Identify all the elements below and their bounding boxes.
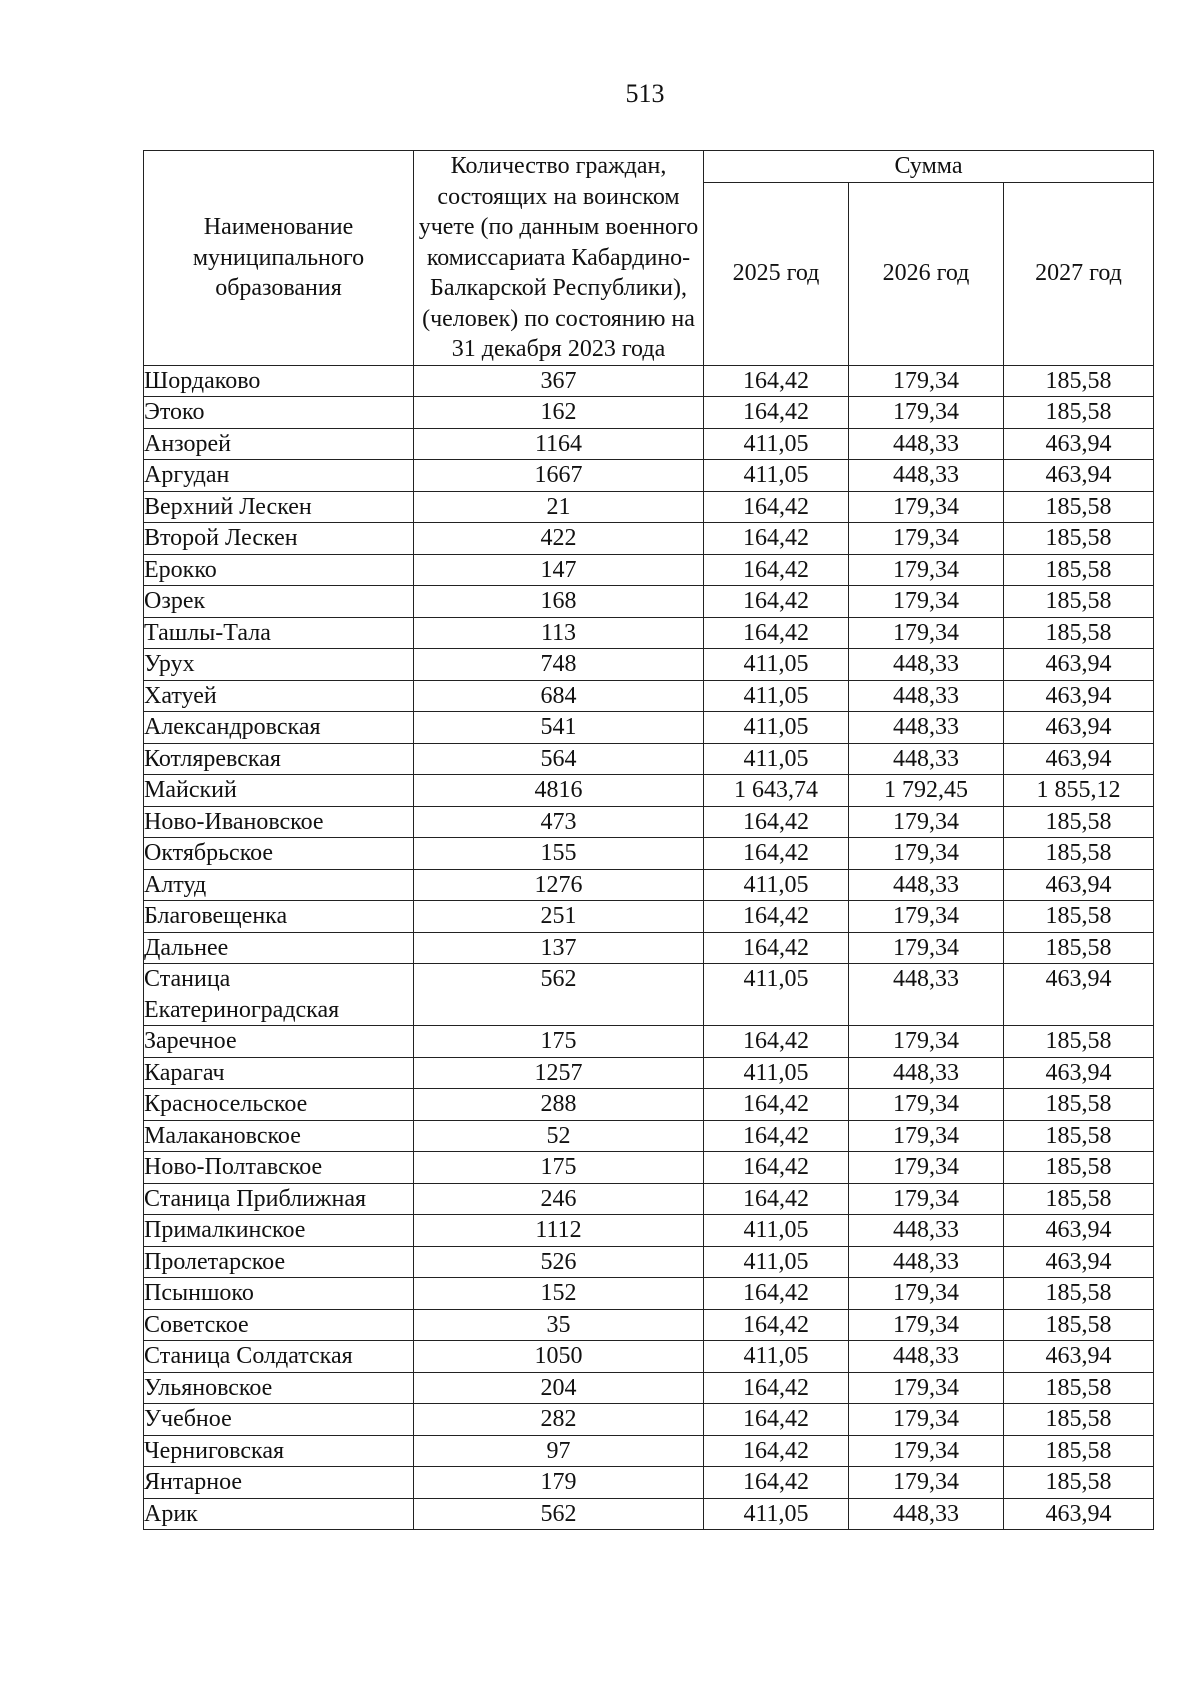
cell-sum-2027: 185,58 bbox=[1004, 1152, 1154, 1184]
cell-citizen-count: 113 bbox=[414, 617, 704, 649]
cell-municipality-name: Этоко bbox=[144, 397, 414, 429]
table-row bbox=[144, 586, 1154, 618]
cell-citizen-count: 562 bbox=[414, 964, 704, 1026]
table-row bbox=[144, 901, 1154, 933]
cell-citizen-count: 204 bbox=[414, 1372, 704, 1404]
cell-sum-2026: 179,34 bbox=[849, 365, 1004, 397]
cell-citizen-count: 137 bbox=[414, 932, 704, 964]
cell-sum-2026: 179,34 bbox=[849, 397, 1004, 429]
cell-municipality-name: Учебное bbox=[144, 1404, 414, 1436]
cell-sum-2025: 164,42 bbox=[704, 491, 849, 523]
table-row bbox=[144, 1215, 1154, 1247]
cell-sum-2025: 411,05 bbox=[704, 869, 849, 901]
header-year-2027: 2027 год bbox=[1004, 182, 1154, 365]
cell-sum-2026: 448,33 bbox=[849, 712, 1004, 744]
cell-municipality-name: Станица Приближная bbox=[144, 1183, 414, 1215]
cell-municipality-name: Александровская bbox=[144, 712, 414, 744]
header-sum: Сумма bbox=[704, 151, 1154, 183]
cell-sum-2027: 463,94 bbox=[1004, 428, 1154, 460]
cell-municipality-name: Шордаково bbox=[144, 365, 414, 397]
cell-sum-2027: 185,58 bbox=[1004, 523, 1154, 555]
cell-citizen-count: 35 bbox=[414, 1309, 704, 1341]
cell-sum-2025: 164,42 bbox=[704, 1089, 849, 1121]
table-row bbox=[144, 1120, 1154, 1152]
cell-sum-2027: 463,94 bbox=[1004, 1215, 1154, 1247]
cell-sum-2025: 411,05 bbox=[704, 1341, 849, 1373]
cell-sum-2026: 179,34 bbox=[849, 901, 1004, 933]
cell-citizen-count: 1257 bbox=[414, 1057, 704, 1089]
cell-sum-2026: 179,34 bbox=[849, 838, 1004, 870]
cell-sum-2026: 448,33 bbox=[849, 869, 1004, 901]
cell-sum-2027: 463,94 bbox=[1004, 1057, 1154, 1089]
table-row bbox=[144, 1246, 1154, 1278]
cell-sum-2025: 411,05 bbox=[704, 428, 849, 460]
cell-municipality-name: Ново-Ивановское bbox=[144, 806, 414, 838]
cell-sum-2026: 179,34 bbox=[849, 1026, 1004, 1058]
cell-sum-2026: 448,33 bbox=[849, 964, 1004, 1026]
cell-municipality-name: Благовещенка bbox=[144, 901, 414, 933]
table-row bbox=[144, 1341, 1154, 1373]
cell-sum-2026: 448,33 bbox=[849, 1215, 1004, 1247]
cell-sum-2027: 185,58 bbox=[1004, 1372, 1154, 1404]
page-number: 513 bbox=[625, 79, 665, 108]
cell-municipality-name: Янтарное bbox=[144, 1467, 414, 1499]
cell-municipality-name: Котляревская bbox=[144, 743, 414, 775]
table-row bbox=[144, 712, 1154, 744]
cell-municipality-name: Озрек bbox=[144, 586, 414, 618]
cell-sum-2027: 185,58 bbox=[1004, 1183, 1154, 1215]
cell-sum-2025: 164,42 bbox=[704, 523, 849, 555]
cell-sum-2027: 463,94 bbox=[1004, 1341, 1154, 1373]
cell-sum-2026: 448,33 bbox=[849, 428, 1004, 460]
cell-sum-2027: 185,58 bbox=[1004, 554, 1154, 586]
cell-sum-2027: 185,58 bbox=[1004, 1309, 1154, 1341]
table-row bbox=[144, 806, 1154, 838]
cell-sum-2027: 463,94 bbox=[1004, 649, 1154, 681]
cell-sum-2027: 185,58 bbox=[1004, 365, 1154, 397]
cell-sum-2027: 185,58 bbox=[1004, 1026, 1154, 1058]
cell-sum-2025: 164,42 bbox=[704, 1372, 849, 1404]
cell-municipality-name: Ульяновское bbox=[144, 1372, 414, 1404]
cell-sum-2025: 411,05 bbox=[704, 680, 849, 712]
cell-sum-2025: 411,05 bbox=[704, 712, 849, 744]
cell-sum-2027: 185,58 bbox=[1004, 1404, 1154, 1436]
cell-municipality-name: Второй Лескен bbox=[144, 523, 414, 555]
cell-sum-2026: 448,33 bbox=[849, 649, 1004, 681]
cell-sum-2027: 185,58 bbox=[1004, 901, 1154, 933]
cell-citizen-count: 1050 bbox=[414, 1341, 704, 1373]
table-row bbox=[144, 932, 1154, 964]
table-row bbox=[144, 743, 1154, 775]
cell-sum-2026: 179,34 bbox=[849, 1309, 1004, 1341]
cell-sum-2026: 448,33 bbox=[849, 1341, 1004, 1373]
cell-sum-2026: 179,34 bbox=[849, 806, 1004, 838]
cell-sum-2026: 179,34 bbox=[849, 491, 1004, 523]
header-year-2025: 2025 год bbox=[704, 182, 849, 365]
cell-sum-2025: 411,05 bbox=[704, 1057, 849, 1089]
cell-citizen-count: 147 bbox=[414, 554, 704, 586]
cell-sum-2027: 185,58 bbox=[1004, 491, 1154, 523]
cell-municipality-name: Верхний Лескен bbox=[144, 491, 414, 523]
cell-sum-2025: 164,42 bbox=[704, 365, 849, 397]
cell-municipality-name: Ново-Полтавское bbox=[144, 1152, 414, 1184]
cell-municipality-name: Псыншоко bbox=[144, 1278, 414, 1310]
cell-sum-2025: 164,42 bbox=[704, 554, 849, 586]
cell-municipality-name: Анзорей bbox=[144, 428, 414, 460]
cell-sum-2025: 164,42 bbox=[704, 932, 849, 964]
cell-sum-2026: 448,33 bbox=[849, 680, 1004, 712]
cell-citizen-count: 155 bbox=[414, 838, 704, 870]
cell-sum-2027: 185,58 bbox=[1004, 617, 1154, 649]
cell-citizen-count: 526 bbox=[414, 1246, 704, 1278]
table-row bbox=[144, 397, 1154, 429]
cell-sum-2025: 164,42 bbox=[704, 397, 849, 429]
cell-sum-2025: 164,42 bbox=[704, 1152, 849, 1184]
table-row bbox=[144, 1309, 1154, 1341]
cell-sum-2027: 185,58 bbox=[1004, 1089, 1154, 1121]
cell-sum-2025: 164,42 bbox=[704, 617, 849, 649]
cell-sum-2026: 179,34 bbox=[849, 1152, 1004, 1184]
cell-citizen-count: 1276 bbox=[414, 869, 704, 901]
cell-citizen-count: 367 bbox=[414, 365, 704, 397]
table-row bbox=[144, 964, 1154, 1026]
cell-citizen-count: 1164 bbox=[414, 428, 704, 460]
cell-sum-2027: 463,94 bbox=[1004, 869, 1154, 901]
table-body bbox=[144, 365, 1154, 1530]
table-row bbox=[144, 523, 1154, 555]
cell-citizen-count: 288 bbox=[414, 1089, 704, 1121]
cell-sum-2025: 164,42 bbox=[704, 806, 849, 838]
cell-sum-2027: 185,58 bbox=[1004, 806, 1154, 838]
cell-citizen-count: 251 bbox=[414, 901, 704, 933]
cell-citizen-count: 4816 bbox=[414, 775, 704, 807]
cell-sum-2027: 463,94 bbox=[1004, 680, 1154, 712]
cell-citizen-count: 748 bbox=[414, 649, 704, 681]
table-row bbox=[144, 491, 1154, 523]
cell-sum-2027: 463,94 bbox=[1004, 712, 1154, 744]
cell-sum-2025: 164,42 bbox=[704, 1120, 849, 1152]
cell-municipality-name: Пролетарское bbox=[144, 1246, 414, 1278]
table-row bbox=[144, 1372, 1154, 1404]
cell-sum-2025: 411,05 bbox=[704, 743, 849, 775]
cell-municipality-name: Станица Екатериноградская bbox=[144, 964, 414, 1026]
cell-sum-2025: 164,42 bbox=[704, 838, 849, 870]
cell-municipality-name: Ерокко bbox=[144, 554, 414, 586]
cell-citizen-count: 175 bbox=[414, 1026, 704, 1058]
cell-sum-2025: 411,05 bbox=[704, 1215, 849, 1247]
header-citizen-count: Количество граждан, состоящих на воинском учете (по данным военного комиссариата Кабардино-Балкарской Республики), (человек) по состоянию на 31 декабря 2023 года bbox=[414, 151, 704, 366]
cell-citizen-count: 541 bbox=[414, 712, 704, 744]
table-row bbox=[144, 1183, 1154, 1215]
table-row bbox=[144, 869, 1154, 901]
cell-sum-2025: 164,42 bbox=[704, 901, 849, 933]
cell-sum-2025: 411,05 bbox=[704, 964, 849, 1026]
table-row bbox=[144, 1089, 1154, 1121]
cell-sum-2027: 463,94 bbox=[1004, 743, 1154, 775]
table-row bbox=[144, 1498, 1154, 1530]
cell-sum-2025: 164,42 bbox=[704, 1278, 849, 1310]
table-row bbox=[144, 428, 1154, 460]
table-row bbox=[144, 1278, 1154, 1310]
allocation-table bbox=[143, 150, 1154, 1530]
cell-sum-2026: 179,34 bbox=[849, 523, 1004, 555]
cell-sum-2026: 448,33 bbox=[849, 1498, 1004, 1530]
cell-sum-2026: 448,33 bbox=[849, 1246, 1004, 1278]
cell-citizen-count: 21 bbox=[414, 491, 704, 523]
cell-municipality-name: Черниговская bbox=[144, 1435, 414, 1467]
cell-sum-2025: 411,05 bbox=[704, 1246, 849, 1278]
table-header bbox=[144, 151, 1154, 366]
cell-citizen-count: 52 bbox=[414, 1120, 704, 1152]
table-row bbox=[144, 365, 1154, 397]
cell-municipality-name: Советское bbox=[144, 1309, 414, 1341]
header-municipality-name: Наименование муниципального образования bbox=[144, 151, 414, 366]
cell-citizen-count: 152 bbox=[414, 1278, 704, 1310]
cell-citizen-count: 684 bbox=[414, 680, 704, 712]
cell-municipality-name: Урух bbox=[144, 649, 414, 681]
table-row bbox=[144, 838, 1154, 870]
cell-sum-2026: 179,34 bbox=[849, 1278, 1004, 1310]
cell-sum-2027: 1 855,12 bbox=[1004, 775, 1154, 807]
cell-sum-2025: 164,42 bbox=[704, 1467, 849, 1499]
cell-municipality-name: Прималкинское bbox=[144, 1215, 414, 1247]
cell-sum-2027: 185,58 bbox=[1004, 1467, 1154, 1499]
cell-citizen-count: 422 bbox=[414, 523, 704, 555]
cell-municipality-name: Ташлы-Тала bbox=[144, 617, 414, 649]
header-year-2026: 2026 год bbox=[849, 182, 1004, 365]
cell-sum-2025: 164,42 bbox=[704, 1309, 849, 1341]
cell-sum-2027: 185,58 bbox=[1004, 1278, 1154, 1310]
cell-citizen-count: 246 bbox=[414, 1183, 704, 1215]
cell-sum-2025: 411,05 bbox=[704, 649, 849, 681]
cell-sum-2025: 164,42 bbox=[704, 1183, 849, 1215]
cell-sum-2026: 179,34 bbox=[849, 554, 1004, 586]
cell-sum-2027: 463,94 bbox=[1004, 460, 1154, 492]
cell-sum-2026: 179,34 bbox=[849, 1120, 1004, 1152]
cell-municipality-name: Алтуд bbox=[144, 869, 414, 901]
cell-citizen-count: 1667 bbox=[414, 460, 704, 492]
cell-sum-2026: 179,34 bbox=[849, 617, 1004, 649]
cell-sum-2025: 411,05 bbox=[704, 460, 849, 492]
cell-municipality-name: Майский bbox=[144, 775, 414, 807]
cell-sum-2026: 448,33 bbox=[849, 460, 1004, 492]
cell-sum-2027: 185,58 bbox=[1004, 1435, 1154, 1467]
cell-sum-2026: 1 792,45 bbox=[849, 775, 1004, 807]
cell-municipality-name: Дальнее bbox=[144, 932, 414, 964]
cell-sum-2027: 463,94 bbox=[1004, 964, 1154, 1026]
cell-sum-2026: 179,34 bbox=[849, 1467, 1004, 1499]
cell-citizen-count: 162 bbox=[414, 397, 704, 429]
cell-municipality-name: Хатуей bbox=[144, 680, 414, 712]
table-row bbox=[144, 1057, 1154, 1089]
cell-sum-2026: 179,34 bbox=[849, 1404, 1004, 1436]
cell-sum-2027: 463,94 bbox=[1004, 1246, 1154, 1278]
table-row bbox=[144, 554, 1154, 586]
cell-sum-2025: 164,42 bbox=[704, 1026, 849, 1058]
cell-sum-2026: 179,34 bbox=[849, 1089, 1004, 1121]
cell-municipality-name: Малакановское bbox=[144, 1120, 414, 1152]
table-row bbox=[144, 649, 1154, 681]
cell-municipality-name: Аргудан bbox=[144, 460, 414, 492]
cell-municipality-name: Карагач bbox=[144, 1057, 414, 1089]
cell-sum-2025: 1 643,74 bbox=[704, 775, 849, 807]
table-row bbox=[144, 680, 1154, 712]
table-row bbox=[144, 1026, 1154, 1058]
cell-sum-2027: 185,58 bbox=[1004, 1120, 1154, 1152]
cell-municipality-name: Красносельское bbox=[144, 1089, 414, 1121]
cell-municipality-name: Заречное bbox=[144, 1026, 414, 1058]
cell-sum-2026: 179,34 bbox=[849, 586, 1004, 618]
cell-sum-2027: 185,58 bbox=[1004, 932, 1154, 964]
table-row bbox=[144, 617, 1154, 649]
table-row bbox=[144, 460, 1154, 492]
cell-citizen-count: 97 bbox=[414, 1435, 704, 1467]
cell-citizen-count: 168 bbox=[414, 586, 704, 618]
cell-citizen-count: 473 bbox=[414, 806, 704, 838]
cell-sum-2026: 448,33 bbox=[849, 743, 1004, 775]
cell-sum-2026: 448,33 bbox=[849, 1057, 1004, 1089]
table-row bbox=[144, 1467, 1154, 1499]
cell-sum-2025: 164,42 bbox=[704, 586, 849, 618]
cell-citizen-count: 1112 bbox=[414, 1215, 704, 1247]
cell-citizen-count: 564 bbox=[414, 743, 704, 775]
cell-citizen-count: 175 bbox=[414, 1152, 704, 1184]
cell-citizen-count: 562 bbox=[414, 1498, 704, 1530]
cell-municipality-name: Арик bbox=[144, 1498, 414, 1530]
cell-sum-2025: 164,42 bbox=[704, 1435, 849, 1467]
cell-citizen-count: 282 bbox=[414, 1404, 704, 1436]
header-row-top bbox=[144, 151, 1154, 183]
cell-sum-2026: 179,34 bbox=[849, 1435, 1004, 1467]
cell-sum-2027: 185,58 bbox=[1004, 586, 1154, 618]
cell-citizen-count: 179 bbox=[414, 1467, 704, 1499]
table-row bbox=[144, 775, 1154, 807]
cell-sum-2025: 411,05 bbox=[704, 1498, 849, 1530]
cell-sum-2027: 463,94 bbox=[1004, 1498, 1154, 1530]
cell-sum-2027: 185,58 bbox=[1004, 397, 1154, 429]
table-row bbox=[144, 1152, 1154, 1184]
cell-sum-2025: 164,42 bbox=[704, 1404, 849, 1436]
table-row bbox=[144, 1435, 1154, 1467]
cell-sum-2026: 179,34 bbox=[849, 1183, 1004, 1215]
cell-sum-2027: 185,58 bbox=[1004, 838, 1154, 870]
table-row bbox=[144, 1404, 1154, 1436]
cell-municipality-name: Станица Солдатская bbox=[144, 1341, 414, 1373]
cell-sum-2026: 179,34 bbox=[849, 932, 1004, 964]
cell-municipality-name: Октябрьское bbox=[144, 838, 414, 870]
cell-sum-2026: 179,34 bbox=[849, 1372, 1004, 1404]
